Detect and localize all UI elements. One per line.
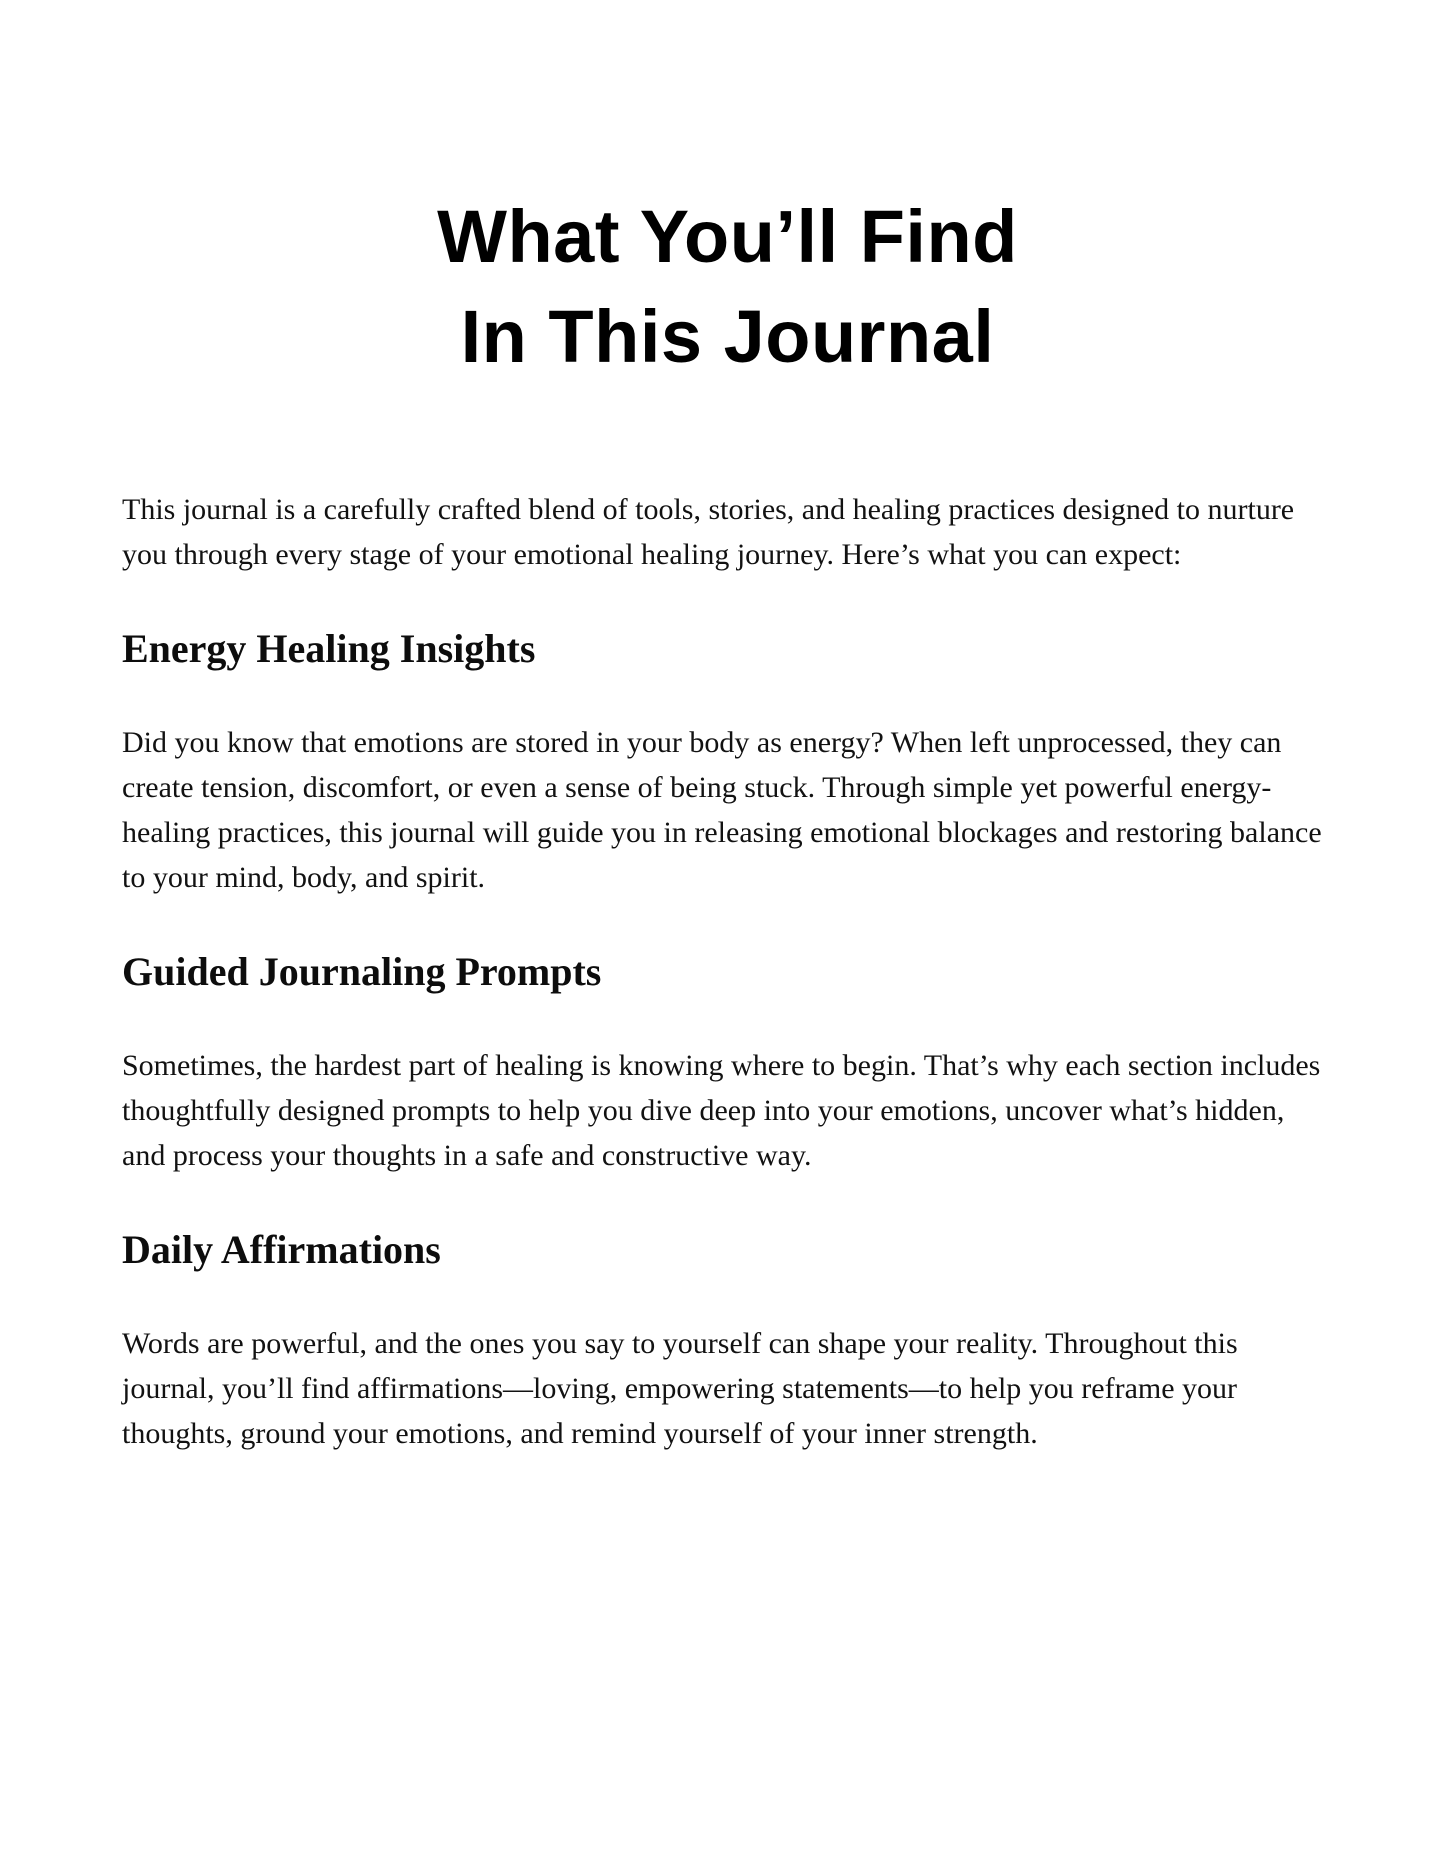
section-paragraph-guided-journaling-prompts: Sometimes, the hardest part of healing is knowing where to begin. That’s why each section includes thoughtfully designed prompts to help you dive deep into your emotions, uncover what’s hidden, and process your thoughts in a safe and constructive way. — [122, 1049, 1321, 1172]
page-title-line-1: What You’ll Find — [437, 195, 1018, 278]
intro-paragraph: This journal is a carefully crafted blend of tools, stories, and healing practices designed to nurture you through every stage of your emotional healing journey. Here’s what you can expect: — [122, 493, 1295, 571]
section-energy-healing-insights — [122, 625, 1333, 900]
section-heading-daily-affirmations: Daily Affirmations — [122, 1227, 441, 1272]
section-heading-energy-healing-insights: Energy Healing Insights — [122, 626, 536, 671]
section-daily-affirmations — [122, 1226, 1333, 1456]
section-guided-journaling-prompts — [122, 948, 1333, 1178]
section-heading-guided-journaling-prompts: Guided Journaling Prompts — [122, 949, 602, 994]
page-title-line-2: In This Journal — [460, 295, 995, 378]
page-title — [122, 187, 1333, 387]
section-paragraph-daily-affirmations: Words are powerful, and the ones you say to yourself can shape your reality. Throughout this journal, you’ll find affirmations—loving, empowering statements—to help you reframe your thoughts, ground your emotions, and remind yourself of your inner strength. — [122, 1327, 1238, 1450]
section-paragraph-energy-healing-insights: Did you know that emotions are stored in your body as energy? When left unprocessed, they can create tension, discomfort, or even a sense of being stuck. Through simple yet powerful energy-healing practices, this journal will guide you in releasing emotional blockages and restoring balance to your mind, body, and spirit. — [122, 726, 1322, 894]
